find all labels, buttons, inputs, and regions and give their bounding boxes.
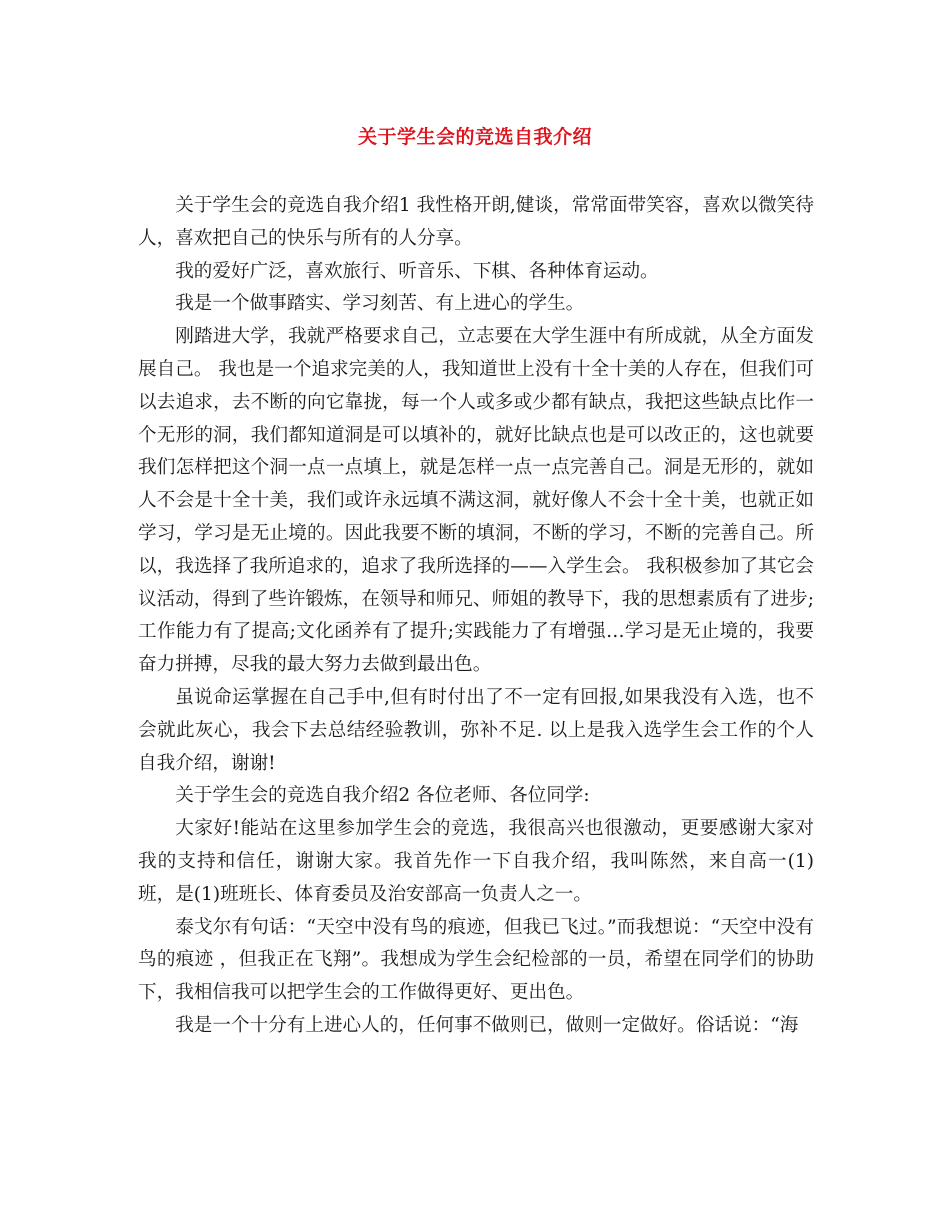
paragraph-conclusion-1: 虽说命运掌握在自己手中,但有时付出了不一定有回报,如果我没有入选，也不会就此灰心，我会下去总结经验教训，弥补不足. 以上是我入选学生会工作的个人自我介绍，谢谢!: [138, 686, 814, 774]
document-title: 关于学生会的竞选自我介绍: [357, 126, 592, 148]
paragraph-intro-1: 关于学生会的竞选自我介绍1 我性格开朗,健谈，常常面带笑容，喜欢以微笑待人，喜欢把自己的快乐与所有的人分享。: [138, 195, 814, 249]
paragraph-intro-2: 关于学生会的竞选自我介绍2 各位老师、各位同学:: [175, 785, 590, 807]
paragraph-hobbies: 我的爱好广泛，喜欢旅行、听音乐、下棋、各种体育运动。: [175, 260, 659, 282]
paragraph-motivation: 我是一个十分有上进心人的，任何事不做则已，做则一定做好。俗话说：“海: [175, 1014, 799, 1036]
paragraph-tagore-quote: 泰戈尔有句话：“天空中没有鸟的痕迹，但我已飞过。”而我想说：“天空中没有鸟的痕迹 ，但我正在飞翔”。我想成为学生会纪检部的一员，希望在同学们的协助下，我相信我可以把学生会的工作做得更好、更出色。: [138, 916, 814, 1004]
paragraph-character: 我是一个做事踏实、学习刻苦、有上进心的学生。: [175, 293, 585, 315]
paragraph-university: 刚踏进大学，我就严格要求自己，立志要在大学生涯中有所成就，从全方面发展自己。 我也是一个追求完美的人，我知道世上没有十全十美的人存在，但我们可以去追求，去不断的向它靠拢，每一个人或多或少都有缺点，我把这些缺点比作一个无形的洞，我们都知道洞是可以填补的，就好比缺点也是可以改正的，这也就要我们怎样把这个洞一点一点填上，就是怎样一点一点完善自己。洞是无形的，就如人不会是十全十美，我们或许永远填不满这洞，就好像人不会十全十美，也就正如学习，学习是无止境的。因此我要不断的填洞，不断的学习，不断的完善自己。所以，我选择了我所追求的，追求了我所选择的——入学生会。 我积极参加了其它会议活动，得到了些许锻炼，在领导和师兄、师姐的教导下，我的思想素质有了进步;工作能力有了提高;文化函养有了提升;实践能力了有增强…学习是无止境的，我要奋力拼搏，尽我的最大努力去做到最出色。: [138, 326, 814, 676]
document-body: [138, 190, 814, 1043]
paragraph-greeting: 大家好!能站在这里参加学生会的竞选，我很高兴也很激动，更要感谢大家对我的支持和信任，谢谢大家。我首先作一下自我介绍，我叫陈然，来自高一(1)班，是(1)班班长、体育委员及治安部高一负责人之一。: [138, 818, 814, 905]
